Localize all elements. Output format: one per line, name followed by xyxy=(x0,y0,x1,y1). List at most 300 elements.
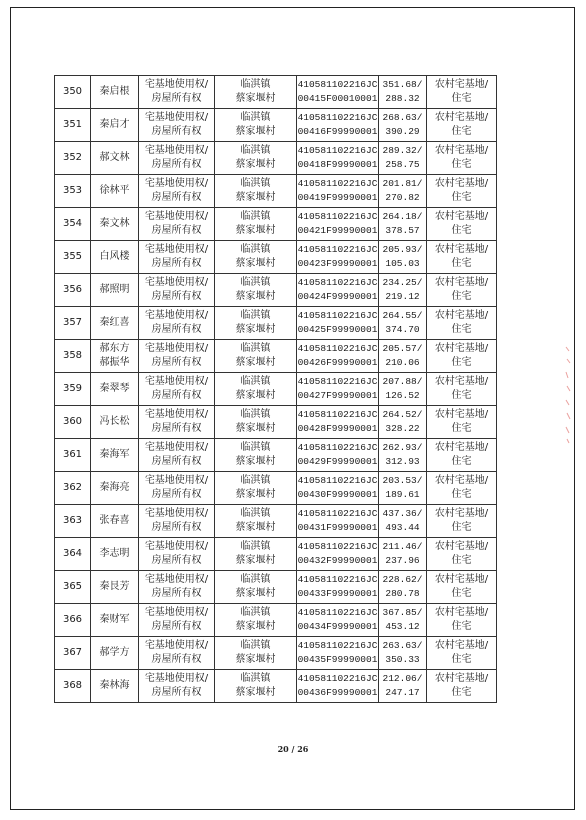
cell-area xyxy=(379,439,427,472)
cell-location-line: 蔡家堰村 xyxy=(235,258,276,269)
cell-right-type xyxy=(139,307,215,340)
cell-usage-line: 农村宅基地/ xyxy=(434,211,489,222)
cell-owner-name: 秦启才 xyxy=(91,109,139,142)
table-row xyxy=(55,340,497,373)
cell-number: 368 xyxy=(55,670,91,703)
cell-owner-name: 秦财军 xyxy=(91,604,139,637)
table-row xyxy=(55,670,497,703)
cell-right-type xyxy=(139,604,215,637)
cell-usage xyxy=(427,208,497,241)
cell-usage-line: 农村宅基地/ xyxy=(434,574,489,585)
cell-location xyxy=(215,274,297,307)
cell-right-type-line: 房屋所有权 xyxy=(151,324,202,335)
table-row xyxy=(55,439,497,472)
cell-right-type xyxy=(139,76,215,109)
cell-usage-line: 住宅 xyxy=(451,456,472,467)
cell-area-line: 258.75 xyxy=(385,159,420,170)
cell-area-line: 105.03 xyxy=(385,258,420,269)
cell-right-type xyxy=(139,538,215,571)
cell-owner-name-line: 郝东方 xyxy=(99,343,130,354)
cell-right-type-line: 房屋所有权 xyxy=(151,159,202,170)
cell-area xyxy=(379,604,427,637)
cell-number: 360 xyxy=(55,406,91,439)
cell-right-type-line: 宅基地使用权/ xyxy=(144,607,209,618)
cell-location-line: 蔡家堰村 xyxy=(235,93,276,104)
cell-right-type-line: 房屋所有权 xyxy=(151,93,202,104)
cell-usage xyxy=(427,307,497,340)
cell-usage-line: 农村宅基地/ xyxy=(434,640,489,651)
cell-right-type-line: 房屋所有权 xyxy=(151,456,202,467)
cell-right-type-line: 宅基地使用权/ xyxy=(144,409,209,420)
cell-unit-code xyxy=(297,538,379,571)
cell-location xyxy=(215,670,297,703)
cell-location-line: 临淇镇 xyxy=(240,475,271,486)
cell-unit-code xyxy=(297,406,379,439)
cell-owner-name: 秦海军 xyxy=(91,439,139,472)
cell-area xyxy=(379,373,427,406)
cell-location-line: 临淇镇 xyxy=(240,442,271,453)
cell-unit-code-line: 00426F99990001 xyxy=(297,357,378,368)
cell-unit-code-line: 410581102216JC xyxy=(297,244,378,255)
cell-unit-code-line: 410581102216JC xyxy=(297,442,378,453)
cell-usage-line: 住宅 xyxy=(451,324,472,335)
cell-location xyxy=(215,373,297,406)
cell-right-type-line: 宅基地使用权/ xyxy=(144,310,209,321)
cell-number: 357 xyxy=(55,307,91,340)
cell-unit-code-line: 410581102216JC xyxy=(297,310,378,321)
cell-usage-line: 住宅 xyxy=(451,192,472,203)
cell-right-type xyxy=(139,670,215,703)
cell-usage-line: 农村宅基地/ xyxy=(434,145,489,156)
cell-right-type-line: 宅基地使用权/ xyxy=(144,508,209,519)
cell-unit-code xyxy=(297,472,379,505)
cell-right-type xyxy=(139,505,215,538)
table-row xyxy=(55,109,497,142)
cell-area xyxy=(379,637,427,670)
cell-owner-name: 郝文林 xyxy=(91,142,139,175)
table-row xyxy=(55,538,497,571)
cell-right-type-line: 房屋所有权 xyxy=(151,588,202,599)
cell-number: 367 xyxy=(55,637,91,670)
cell-right-type xyxy=(139,406,215,439)
table-row xyxy=(55,472,497,505)
cell-location-line: 蔡家堰村 xyxy=(235,192,276,203)
cell-right-type-line: 宅基地使用权/ xyxy=(144,178,209,189)
cell-location xyxy=(215,241,297,274)
cell-location-line: 临淇镇 xyxy=(240,277,271,288)
cell-area-line: 351.68/ xyxy=(382,79,423,90)
cell-location-line: 蔡家堰村 xyxy=(235,291,276,302)
registration-table xyxy=(54,75,497,703)
cell-owner-name xyxy=(91,340,139,373)
cell-location-line: 蔡家堰村 xyxy=(235,159,276,170)
cell-usage-line: 住宅 xyxy=(451,93,472,104)
cell-unit-code-line: 410581102216JC xyxy=(297,343,378,354)
cell-right-type-line: 宅基地使用权/ xyxy=(144,442,209,453)
cell-unit-code xyxy=(297,175,379,208)
cell-number: 350 xyxy=(55,76,91,109)
cell-location-line: 蔡家堰村 xyxy=(235,588,276,599)
cell-right-type-line: 宅基地使用权/ xyxy=(144,475,209,486)
cell-location-line: 蔡家堰村 xyxy=(235,555,276,566)
cell-usage xyxy=(427,76,497,109)
cell-unit-code-line: 410581102216JC xyxy=(297,574,378,585)
cell-area xyxy=(379,505,427,538)
cell-area-line: 268.63/ xyxy=(382,112,423,123)
cell-unit-code xyxy=(297,637,379,670)
cell-unit-code xyxy=(297,505,379,538)
cell-unit-code-line: 410581102216JC xyxy=(297,112,378,123)
cell-right-type-line: 房屋所有权 xyxy=(151,555,202,566)
cell-location-line: 临淇镇 xyxy=(240,376,271,387)
cell-right-type-line: 房屋所有权 xyxy=(151,192,202,203)
cell-number: 351 xyxy=(55,109,91,142)
cell-unit-code-line: 00415F00010001 xyxy=(297,93,378,104)
cell-unit-code xyxy=(297,439,379,472)
cell-unit-code xyxy=(297,340,379,373)
cell-usage-line: 住宅 xyxy=(451,489,472,500)
cell-area xyxy=(379,472,427,505)
cell-area-line: 205.93/ xyxy=(382,244,423,255)
cell-unit-code-line: 00434F99990001 xyxy=(297,621,378,632)
cell-owner-name: 秦启根 xyxy=(91,76,139,109)
cell-number: 355 xyxy=(55,241,91,274)
cell-location xyxy=(215,439,297,472)
cell-area-line: 247.17 xyxy=(385,687,420,698)
cell-usage-line: 住宅 xyxy=(451,621,472,632)
cell-area-line: 437.36/ xyxy=(382,508,423,519)
table-body xyxy=(55,76,497,703)
cell-right-type xyxy=(139,571,215,604)
cell-area-line: 228.62/ xyxy=(382,574,423,585)
table-row xyxy=(55,373,497,406)
cell-area-line: 189.61 xyxy=(385,489,420,500)
cell-area-line: 328.22 xyxy=(385,423,420,434)
cell-usage-line: 农村宅基地/ xyxy=(434,277,489,288)
cell-number: 353 xyxy=(55,175,91,208)
cell-unit-code-line: 410581102216JC xyxy=(297,640,378,651)
cell-location xyxy=(215,571,297,604)
cell-usage-line: 住宅 xyxy=(451,588,472,599)
cell-location-line: 临淇镇 xyxy=(240,574,271,585)
cell-right-type xyxy=(139,472,215,505)
cell-usage xyxy=(427,472,497,505)
cell-area-line: 126.52 xyxy=(385,390,420,401)
cell-location xyxy=(215,142,297,175)
cell-unit-code-line: 410581102216JC xyxy=(297,178,378,189)
cell-right-type-line: 宅基地使用权/ xyxy=(144,112,209,123)
cell-area xyxy=(379,208,427,241)
cell-usage-line: 农村宅基地/ xyxy=(434,442,489,453)
cell-location-line: 蔡家堰村 xyxy=(235,324,276,335)
cell-unit-code-line: 410581102216JC xyxy=(297,475,378,486)
cell-usage xyxy=(427,505,497,538)
cell-unit-code-line: 410581102216JC xyxy=(297,211,378,222)
cell-right-type-line: 房屋所有权 xyxy=(151,489,202,500)
cell-area-line: 350.33 xyxy=(385,654,420,665)
cell-usage xyxy=(427,109,497,142)
cell-unit-code-line: 00432F99990001 xyxy=(297,555,378,566)
cell-unit-code-line: 410581102216JC xyxy=(297,376,378,387)
cell-area xyxy=(379,142,427,175)
cell-location xyxy=(215,637,297,670)
cell-unit-code-line: 00431F99990001 xyxy=(297,522,378,533)
cell-unit-code-line: 00428F99990001 xyxy=(297,423,378,434)
cell-usage-line: 农村宅基地/ xyxy=(434,607,489,618)
cell-location-line: 蔡家堰村 xyxy=(235,126,276,137)
cell-area-line: 237.96 xyxy=(385,555,420,566)
cell-right-type xyxy=(139,208,215,241)
cell-right-type xyxy=(139,142,215,175)
cell-area xyxy=(379,670,427,703)
table-row xyxy=(55,241,497,274)
cell-area-line: 312.93 xyxy=(385,456,420,467)
cell-area-line: 493.44 xyxy=(385,522,420,533)
cell-location-line: 临淇镇 xyxy=(240,673,271,684)
cell-unit-code xyxy=(297,670,379,703)
cell-unit-code-line: 00421F99990001 xyxy=(297,225,378,236)
cell-usage-line: 农村宅基地/ xyxy=(434,673,489,684)
table-row xyxy=(55,637,497,670)
cell-location xyxy=(215,307,297,340)
cell-usage-line: 住宅 xyxy=(451,291,472,302)
cell-unit-code xyxy=(297,109,379,142)
cell-right-type-line: 宅基地使用权/ xyxy=(144,145,209,156)
cell-usage xyxy=(427,538,497,571)
cell-unit-code xyxy=(297,307,379,340)
cell-area-line: 390.29 xyxy=(385,126,420,137)
cell-unit-code xyxy=(297,142,379,175)
cell-usage-line: 住宅 xyxy=(451,258,472,269)
cell-unit-code-line: 00436F99990001 xyxy=(297,687,378,698)
cell-right-type xyxy=(139,274,215,307)
table-row xyxy=(55,274,497,307)
cell-area-line: 219.12 xyxy=(385,291,420,302)
cell-location xyxy=(215,505,297,538)
cell-right-type-line: 房屋所有权 xyxy=(151,390,202,401)
cell-unit-code-line: 410581102216JC xyxy=(297,673,378,684)
cell-right-type-line: 房屋所有权 xyxy=(151,291,202,302)
cell-location-line: 临淇镇 xyxy=(240,541,271,552)
cell-location xyxy=(215,406,297,439)
cell-unit-code-line: 410581102216JC xyxy=(297,409,378,420)
cell-usage xyxy=(427,175,497,208)
cell-location-line: 蔡家堰村 xyxy=(235,621,276,632)
cell-location xyxy=(215,340,297,373)
cell-area-line: 378.57 xyxy=(385,225,420,236)
cell-location-line: 临淇镇 xyxy=(240,112,271,123)
table-row xyxy=(55,142,497,175)
cell-area xyxy=(379,241,427,274)
cell-usage-line: 农村宅基地/ xyxy=(434,112,489,123)
cell-area-line: 207.88/ xyxy=(382,376,423,387)
cell-area-line: 264.52/ xyxy=(382,409,423,420)
cell-location-line: 临淇镇 xyxy=(240,508,271,519)
table-row xyxy=(55,307,497,340)
cell-usage-line: 农村宅基地/ xyxy=(434,376,489,387)
cell-area-line: 201.81/ xyxy=(382,178,423,189)
cell-unit-code-line: 410581102216JC xyxy=(297,79,378,90)
table-row xyxy=(55,505,497,538)
cell-right-type-line: 宅基地使用权/ xyxy=(144,277,209,288)
cell-usage-line: 农村宅基地/ xyxy=(434,244,489,255)
cell-location-line: 蔡家堰村 xyxy=(235,423,276,434)
cell-right-type-line: 宅基地使用权/ xyxy=(144,673,209,684)
cell-right-type xyxy=(139,637,215,670)
cell-location xyxy=(215,538,297,571)
cell-right-type xyxy=(139,340,215,373)
cell-unit-code-line: 00430F99990001 xyxy=(297,489,378,500)
cell-usage-line: 农村宅基地/ xyxy=(434,409,489,420)
cell-usage xyxy=(427,670,497,703)
cell-area xyxy=(379,538,427,571)
cell-usage-line: 住宅 xyxy=(451,522,472,533)
cell-usage-line: 农村宅基地/ xyxy=(434,541,489,552)
cell-unit-code-line: 00427F99990001 xyxy=(297,390,378,401)
cell-usage-line: 住宅 xyxy=(451,357,472,368)
cell-area xyxy=(379,109,427,142)
cell-usage xyxy=(427,373,497,406)
cell-owner-name: 徐林平 xyxy=(91,175,139,208)
cell-owner-name: 郝学方 xyxy=(91,637,139,670)
cell-owner-name-line: 郝振华 xyxy=(99,357,130,368)
table-row xyxy=(55,604,497,637)
cell-unit-code-line: 410581102216JC xyxy=(297,541,378,552)
cell-right-type-line: 房屋所有权 xyxy=(151,687,202,698)
cell-unit-code-line: 00418F99990001 xyxy=(297,159,378,170)
cell-area xyxy=(379,307,427,340)
cell-usage xyxy=(427,274,497,307)
cell-unit-code xyxy=(297,274,379,307)
cell-area-line: 270.82 xyxy=(385,192,420,203)
cell-right-type-line: 宅基地使用权/ xyxy=(144,244,209,255)
cell-area-line: 264.55/ xyxy=(382,310,423,321)
cell-location-line: 临淇镇 xyxy=(240,178,271,189)
cell-location xyxy=(215,208,297,241)
cell-location xyxy=(215,175,297,208)
cell-owner-name: 张春喜 xyxy=(91,505,139,538)
cell-unit-code xyxy=(297,373,379,406)
cell-area-line: 453.12 xyxy=(385,621,420,632)
cell-area xyxy=(379,274,427,307)
cell-right-type-line: 宅基地使用权/ xyxy=(144,541,209,552)
cell-location-line: 蔡家堰村 xyxy=(235,390,276,401)
cell-usage-line: 住宅 xyxy=(451,555,472,566)
cell-area-line: 210.06 xyxy=(385,357,420,368)
cell-unit-code-line: 410581102216JC xyxy=(297,145,378,156)
cell-location-line: 蔡家堰村 xyxy=(235,489,276,500)
cell-right-type-line: 房屋所有权 xyxy=(151,654,202,665)
cell-number: 358 xyxy=(55,340,91,373)
cell-right-type-line: 房屋所有权 xyxy=(151,522,202,533)
cell-location-line: 临淇镇 xyxy=(240,310,271,321)
cell-usage-line: 住宅 xyxy=(451,423,472,434)
cell-location xyxy=(215,604,297,637)
cell-location-line: 蔡家堰村 xyxy=(235,456,276,467)
cell-number: 363 xyxy=(55,505,91,538)
cell-unit-code-line: 00416F99990001 xyxy=(297,126,378,137)
cell-location-line: 临淇镇 xyxy=(240,211,271,222)
cell-number: 359 xyxy=(55,373,91,406)
cell-area xyxy=(379,175,427,208)
cell-owner-name: 冯长松 xyxy=(91,406,139,439)
cell-right-type-line: 房屋所有权 xyxy=(151,357,202,368)
cell-number: 362 xyxy=(55,472,91,505)
cell-owner-name: 秦红喜 xyxy=(91,307,139,340)
cell-right-type-line: 宅基地使用权/ xyxy=(144,376,209,387)
cell-right-type-line: 房屋所有权 xyxy=(151,225,202,236)
cell-unit-code-line: 00425F99990001 xyxy=(297,324,378,335)
cell-usage-line: 住宅 xyxy=(451,687,472,698)
cell-usage-line: 农村宅基地/ xyxy=(434,79,489,90)
cell-area-line: 288.32 xyxy=(385,93,420,104)
cell-unit-code-line: 00429F99990001 xyxy=(297,456,378,467)
cell-usage xyxy=(427,637,497,670)
table-row xyxy=(55,208,497,241)
cell-number: 365 xyxy=(55,571,91,604)
cell-usage xyxy=(427,571,497,604)
cell-area-line: 264.18/ xyxy=(382,211,423,222)
cell-number: 364 xyxy=(55,538,91,571)
seal-stamp-edge xyxy=(565,345,571,445)
cell-area-line: 263.63/ xyxy=(382,640,423,651)
cell-right-type-line: 宅基地使用权/ xyxy=(144,574,209,585)
cell-area-line: 212.06/ xyxy=(382,673,423,684)
cell-unit-code-line: 00423F99990001 xyxy=(297,258,378,269)
cell-unit-code xyxy=(297,208,379,241)
cell-owner-name: 李志明 xyxy=(91,538,139,571)
cell-location xyxy=(215,76,297,109)
cell-right-type xyxy=(139,175,215,208)
cell-usage xyxy=(427,142,497,175)
cell-right-type xyxy=(139,439,215,472)
cell-right-type-line: 房屋所有权 xyxy=(151,621,202,632)
cell-location-line: 临淇镇 xyxy=(240,607,271,618)
cell-location-line: 临淇镇 xyxy=(240,640,271,651)
cell-unit-code xyxy=(297,241,379,274)
cell-right-type-line: 房屋所有权 xyxy=(151,423,202,434)
cell-location-line: 临淇镇 xyxy=(240,145,271,156)
cell-area-line: 367.85/ xyxy=(382,607,423,618)
cell-usage-line: 农村宅基地/ xyxy=(434,508,489,519)
table-row xyxy=(55,175,497,208)
cell-area-line: 374.70 xyxy=(385,324,420,335)
cell-right-type-line: 房屋所有权 xyxy=(151,126,202,137)
cell-unit-code-line: 410581102216JC xyxy=(297,277,378,288)
cell-location-line: 临淇镇 xyxy=(240,343,271,354)
cell-unit-code-line: 00433F99990001 xyxy=(297,588,378,599)
cell-location-line: 蔡家堰村 xyxy=(235,687,276,698)
table-row xyxy=(55,571,497,604)
cell-location-line: 临淇镇 xyxy=(240,244,271,255)
cell-unit-code xyxy=(297,571,379,604)
cell-usage xyxy=(427,439,497,472)
cell-unit-code xyxy=(297,76,379,109)
cell-area-line: 211.46/ xyxy=(382,541,423,552)
cell-owner-name: 秦林海 xyxy=(91,670,139,703)
cell-number: 352 xyxy=(55,142,91,175)
cell-usage-line: 住宅 xyxy=(451,654,472,665)
cell-usage-line: 住宅 xyxy=(451,225,472,236)
cell-usage-line: 农村宅基地/ xyxy=(434,310,489,321)
table-row xyxy=(55,76,497,109)
cell-location xyxy=(215,109,297,142)
cell-area-line: 289.32/ xyxy=(382,145,423,156)
cell-unit-code-line: 410581102216JC xyxy=(297,607,378,618)
cell-number: 356 xyxy=(55,274,91,307)
cell-usage-line: 农村宅基地/ xyxy=(434,343,489,354)
cell-usage-line: 农村宅基地/ xyxy=(434,178,489,189)
